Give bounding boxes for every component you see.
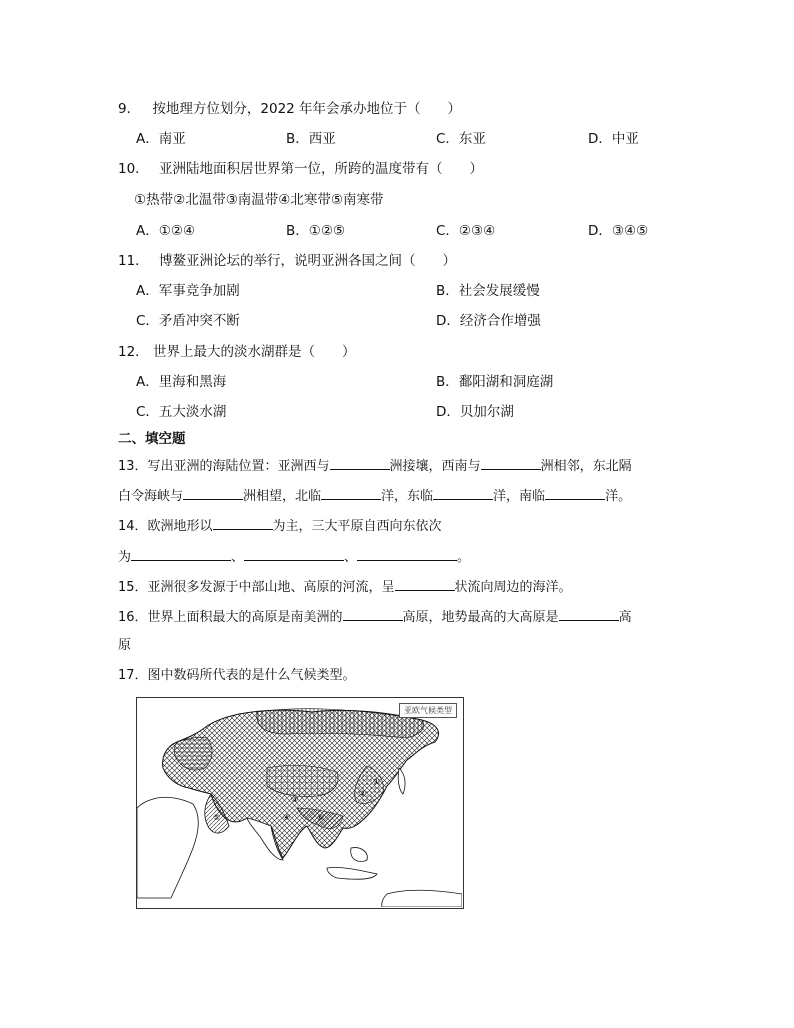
question-number: 11． — [118, 253, 149, 269]
fill-question-13-line2 — [118, 486, 631, 506]
answer-blank[interactable] — [213, 516, 273, 530]
q11-option-b[interactable]: B．社会发展缓慢 — [436, 283, 540, 299]
q9-option-b[interactable]: B．西亚 — [286, 131, 336, 147]
question-stem: 亚洲陆地面积居世界第一位，所跨的温度带有（ ） — [158, 161, 483, 177]
map-label: ⑥ — [317, 813, 325, 822]
section-title: 二、填空题 — [118, 431, 186, 447]
q16-text: 高原，地势最高的大高原是 — [402, 610, 559, 625]
q13-text: 洋。 — [605, 489, 632, 504]
q9-option-d[interactable]: D．中亚 — [588, 131, 639, 147]
map-title: 亚欧气候类型 — [399, 703, 457, 718]
q10-sub-items: ①热带②北温带③南温带④北寒带⑤南寒带 — [134, 192, 384, 208]
q11-option-c[interactable]: C．矛盾冲突不断 — [136, 313, 240, 329]
q10-option-d[interactable]: D．③④⑤ — [588, 223, 649, 239]
q12-option-a[interactable]: A．里海和黑海 — [136, 374, 227, 390]
question-number: 12． — [118, 344, 149, 360]
question-10 — [118, 160, 483, 178]
q16-text: 高 — [618, 610, 632, 625]
question-number: 10． — [118, 161, 149, 177]
map-label: ④ — [283, 813, 291, 822]
map-label: ⑤ — [213, 813, 221, 822]
australia-landmass — [382, 890, 462, 907]
central-asia-region — [267, 765, 338, 796]
answer-blank[interactable] — [343, 607, 403, 621]
map-label: ③ — [291, 795, 299, 804]
answer-blank[interactable] — [330, 456, 390, 470]
fill-question-17: 17．图中数码所代表的是什么气候类型。 — [118, 668, 356, 683]
answer-blank[interactable] — [395, 577, 455, 591]
q13-text: 白令海峡与 — [118, 489, 184, 504]
q10-option-a[interactable]: A．①②④ — [136, 223, 196, 239]
q12-option-c[interactable]: C．五大淡水湖 — [136, 404, 227, 420]
q14-text: 为 — [118, 550, 132, 565]
q13-text: 洲相望，北临 — [243, 489, 322, 504]
map-label: ① — [373, 777, 381, 786]
question-11 — [118, 252, 456, 270]
question-9 — [118, 100, 461, 118]
answer-blank[interactable] — [545, 486, 605, 500]
q11-option-d[interactable]: D．经济合作增强 — [436, 313, 541, 329]
answer-blank[interactable] — [433, 486, 493, 500]
fill-question-13 — [118, 456, 632, 476]
q16-text: 16．世界上面积最大的高原是南美洲的 — [118, 610, 343, 625]
fill-question-16-line2: 原 — [118, 638, 132, 653]
africa-landmass — [137, 797, 198, 898]
q9-option-a[interactable]: A．南亚 — [136, 131, 186, 147]
question-stem: 世界上最大的淡水湖群是（ ） — [152, 344, 356, 360]
q11-option-a[interactable]: A．军事竞争加剧 — [136, 283, 240, 299]
fill-question-15 — [118, 577, 572, 597]
q13-text: 洋，南临 — [493, 489, 546, 504]
question-12 — [118, 343, 355, 361]
fill-question-16 — [118, 607, 632, 627]
indonesia-islands — [327, 867, 377, 879]
q14-text: 、 — [344, 550, 358, 565]
answer-blank[interactable] — [481, 456, 541, 470]
eurasia-climate-map — [136, 697, 464, 909]
answer-blank[interactable] — [357, 547, 457, 561]
map-drawing — [137, 698, 462, 907]
q14-text: 、 — [231, 550, 245, 565]
answer-blank[interactable] — [244, 547, 344, 561]
q13-text: 13．写出亚洲的海陆位置：亚洲西与 — [118, 459, 330, 474]
q9-option-c[interactable]: C．东亚 — [436, 131, 486, 147]
q13-text: 洋，东临 — [381, 489, 434, 504]
borneo-island — [351, 848, 368, 862]
answer-blank[interactable] — [183, 486, 243, 500]
question-stem: 博鳌亚洲论坛的举行，说明亚洲各国之间（ ） — [158, 253, 456, 269]
q13-text: 洲相邻，东北隔 — [540, 459, 632, 474]
q15-text: 状流向周边的海洋。 — [454, 580, 572, 595]
q14-text: 为主，三大平原自西向东依次 — [272, 519, 442, 534]
q10-option-c[interactable]: C．②③④ — [436, 223, 496, 239]
q14-text: 。 — [457, 550, 471, 565]
q15-text: 15．亚洲很多发源于中部山地、高原的河流，呈 — [118, 580, 395, 595]
answer-blank[interactable] — [131, 547, 231, 561]
q12-option-b[interactable]: B．鄱阳湖和洞庭湖 — [436, 374, 554, 390]
fill-question-14-line2 — [118, 547, 470, 567]
answer-blank[interactable] — [321, 486, 381, 500]
q12-option-d[interactable]: D．贝加尔湖 — [436, 404, 514, 420]
question-stem: 按地理方位划分，2022 年年会承办地位于（ ） — [152, 101, 462, 117]
map-label: ② — [359, 789, 367, 798]
japan-islands — [398, 768, 405, 794]
q13-text: 洲接壤，西南与 — [389, 459, 481, 474]
question-number: 9． — [118, 101, 141, 117]
q14-text: 14．欧洲地形以 — [118, 519, 213, 534]
q10-option-b[interactable]: B．①②⑤ — [286, 223, 346, 239]
answer-blank[interactable] — [559, 607, 619, 621]
fill-question-14 — [118, 516, 442, 536]
